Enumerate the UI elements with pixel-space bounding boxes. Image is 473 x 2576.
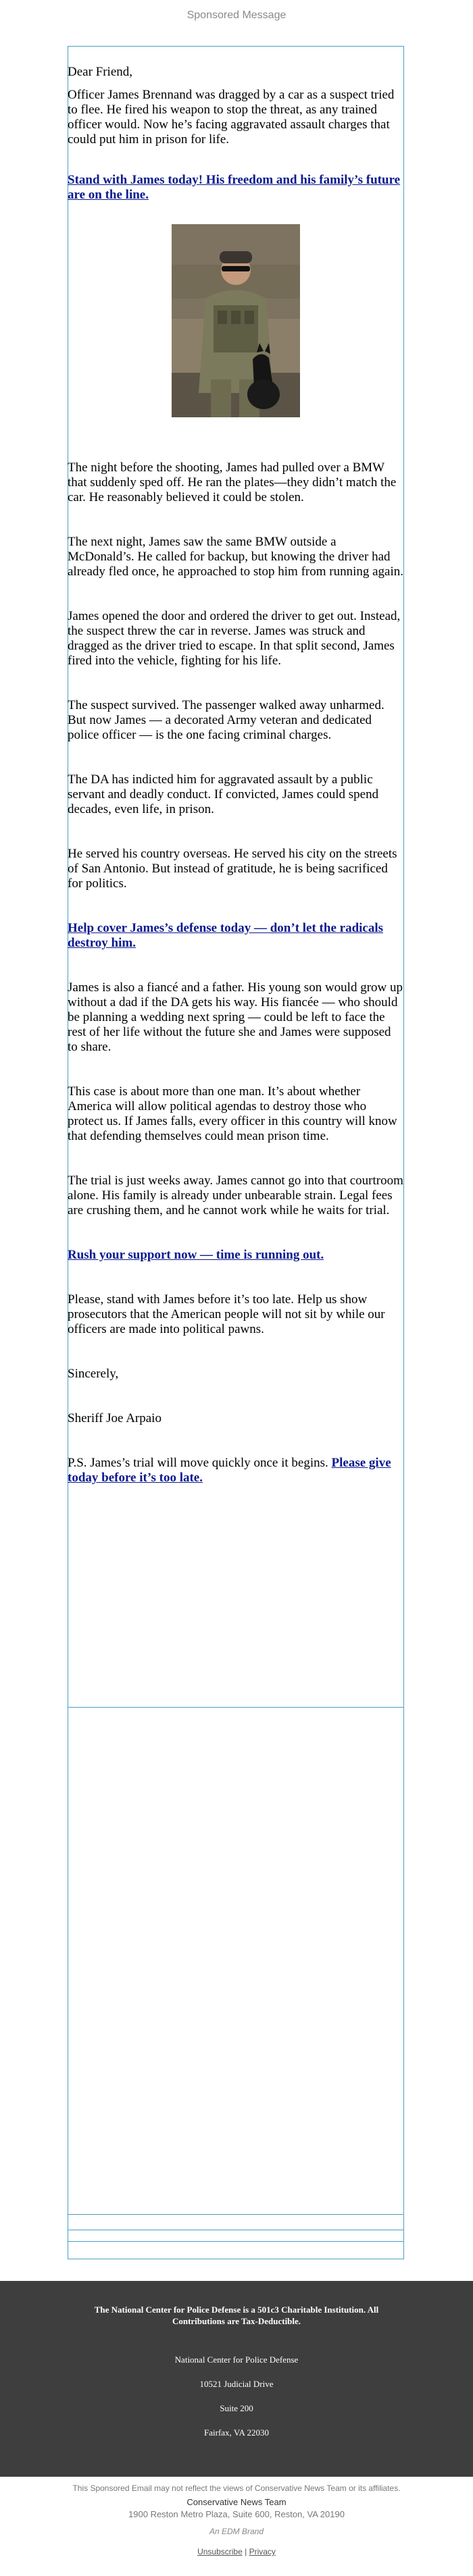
paragraph: This case is about more than one man. It’s about whether America will allow political agendas to destroy those who protect us. If James falls, every officer in this country will know that defending themselves could mean prison time. bbox=[68, 1084, 397, 1143]
paragraph: The next night, James saw the same BMW outside a McDonald’s. He called for backup, but knowing the driver had already fled once, he approached to stop him from running again. bbox=[68, 535, 403, 579]
paragraph: Officer James Brennand was dragged by a car as a suspect tried to flee. He fired his weapon to stop the threat, as any trained officer would. Now he’s facing aggravated assault charges that could put him in prison for life. bbox=[68, 88, 395, 147]
closing: Sincerely, bbox=[68, 1367, 119, 1381]
cta-paragraph bbox=[68, 921, 404, 951]
org-suite: Suite 200 bbox=[220, 2403, 253, 2413]
org-city: Fairfax, VA 22030 bbox=[204, 2427, 269, 2438]
brand-name: Conservative News Team bbox=[186, 2497, 287, 2507]
paragraph: James opened the door and ordered the driver to get out. Instead, the suspect threw the car in reverse. James was struck and dragged as the driver tried to escape. In that split second, James fired into the vehicle, fighting for his life. bbox=[68, 609, 401, 668]
footer bbox=[0, 2281, 473, 2477]
org-name: National Center for Police Defense bbox=[174, 2355, 299, 2365]
paragraph: The night before the shooting, James had pulled over a BMW that suddenly sped off. He ran the plates—they didn’t match the car. He reasonably believed it could be stolen. bbox=[68, 461, 397, 504]
link-separator: | bbox=[245, 2547, 247, 2556]
letter-body bbox=[68, 65, 404, 1486]
empty-content-block bbox=[68, 1707, 404, 2215]
signature: Sheriff Joe Arpaio bbox=[68, 1411, 161, 1425]
brand-address: 1900 Reston Metro Plaza, Suite 600, Reston, VA 20190 bbox=[128, 2509, 345, 2519]
paragraph: The suspect survived. The passenger walked away unharmed. But now James — a decorated Army veteran and dedicated police officer — is the one facing criminal charges. bbox=[68, 698, 384, 742]
paragraph: The trial is just weeks away. James cannot go into that courtroom alone. His family is already under unbearable strain. Legal fees are crushing them, and he cannot work while he waits for trial. bbox=[68, 1174, 403, 1217]
bottom-links bbox=[0, 2547, 473, 2556]
cta-paragraph bbox=[68, 173, 404, 203]
postscript bbox=[68, 1456, 404, 1486]
cta-link-rush-support[interactable]: Rush your support now — time is running out. bbox=[68, 1248, 324, 1262]
cta-link-help-cover-defense[interactable]: Help cover James’s defense today — don’t let the radicals destroy him. bbox=[68, 921, 384, 950]
ps-text: P.S. James’s trial will move quickly once it begins. bbox=[68, 1456, 328, 1470]
paragraph: He served his country overseas. He served his city on the streets of San Antonio. But instead of gratitude, he is being sacrificed for politics. bbox=[68, 847, 397, 891]
disclaimer: This Sponsored Email may not reflect the views of Conservative News Team or its affiliates. bbox=[72, 2483, 401, 2493]
paragraph: James is also a fiancé and a father. His young son would grow up without a dad if the DA gets his way. His fiancée — who should be planning a wedding next spring — could be left to face the rest of her life without the future she and James were supposed to share. bbox=[68, 980, 403, 1054]
cta-link-stand-with-james[interactable]: Stand with James today! His freedom and his family’s future are on the line. bbox=[68, 173, 401, 202]
empty-spacer-block bbox=[68, 2230, 404, 2259]
edm-brand: An EDM Brand bbox=[209, 2527, 264, 2536]
sponsored-label: Sponsored Message bbox=[186, 9, 287, 21]
hero-photo-wrap bbox=[68, 224, 404, 417]
cta-paragraph bbox=[68, 1248, 404, 1263]
paragraph: Please, stand with James before it’s too late. Help us show prosecutors that the American people will not sit by while our officers are made into political pawns. bbox=[68, 1292, 385, 1336]
soldier-photo bbox=[172, 224, 300, 417]
greeting: Dear Friend, bbox=[68, 65, 133, 79]
cta-link-ps-give[interactable]: Please give today before it’s too late. bbox=[68, 1456, 391, 1485]
tax-note: The National Center for Police Defense is a 501c3 Charitable Institution. All Contributions are Tax-Deductible. bbox=[94, 2305, 379, 2326]
org-street: 10521 Judicial Drive bbox=[199, 2379, 274, 2389]
unsubscribe-link[interactable]: Unsubscribe bbox=[197, 2547, 243, 2556]
privacy-link[interactable]: Privacy bbox=[249, 2547, 276, 2556]
paragraph: The DA has indicted him for aggravated assault by a public servant and deadly conduct. If convicted, James could spend decades, even life, in prison. bbox=[68, 772, 379, 816]
